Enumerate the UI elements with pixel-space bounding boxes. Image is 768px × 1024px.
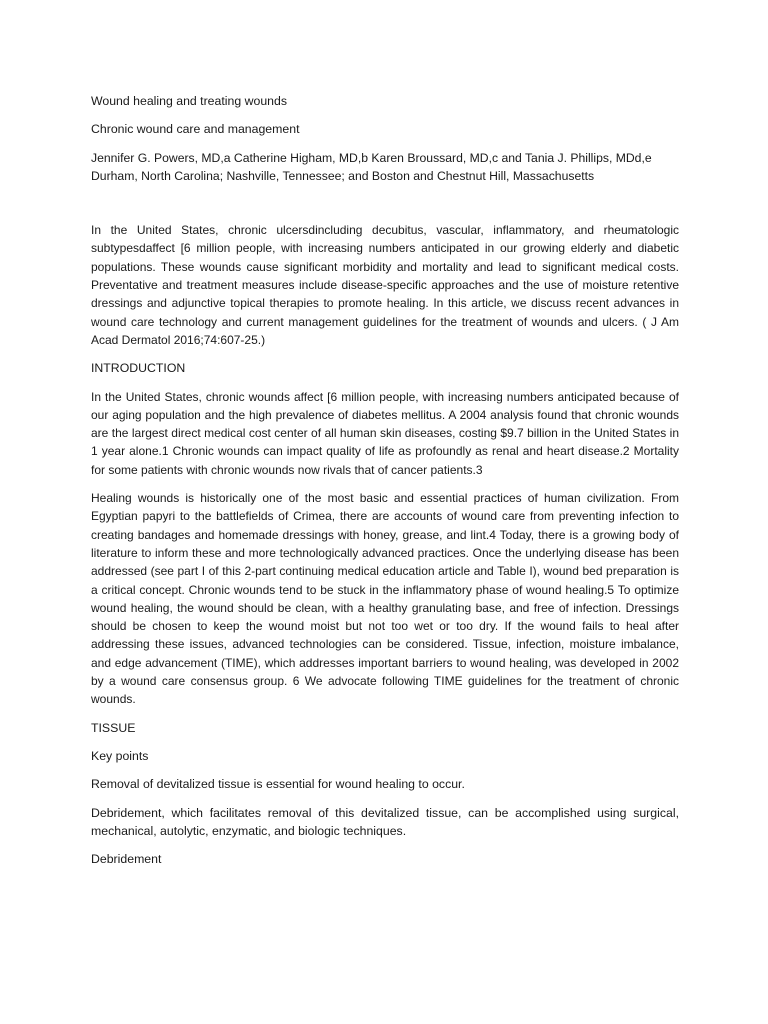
tissue-heading: TISSUE — [91, 720, 136, 735]
abstract-paragraph: In the United States, chronic ulcersdincluding decubitus, vascular, inflammatory, and rheumatologic subtypesdaffect [6 million people, with increasing numbers anticipated in our growing elderly and diabetic populations. These wounds cause significant morbidity and mortality and lead to significant medical costs. Preventative and treatment measures include disease-specific approaches and the use of moisture retentive dressings and adjunctive topical therapies to promote healing. In this article, we discuss recent advances in wound care technology and current management guidelines for the treatment of wounds and ulcers. ( J Am Acad Dermatol 2016;74:607-25.) — [91, 223, 679, 347]
key-points-heading: Key points — [91, 748, 149, 763]
authors-line: Jennifer G. Powers, MD,a Catherine Higham, MD,b Karen Broussard, MD,c and Tania J. Phillips, MDd,e — [91, 150, 652, 165]
affiliations-line: Durham, North Carolina; Nashville, Tennessee; and Boston and Chestnut Hill, Massachusetts — [91, 168, 595, 183]
document-page — [91, 92, 679, 868]
document-subtitle: Chronic wound care and management — [91, 122, 300, 137]
introduction-heading: INTRODUCTION — [91, 361, 186, 376]
debridement-heading: Debridement — [91, 852, 162, 867]
document-title: Wound healing and treating wounds — [91, 94, 287, 108]
introduction-paragraph-1: In the United States, chronic wounds affect [6 million people, with increasing numbers anticipated because of our aging population and the high prevalence of diabetes mellitus. A 2004 analysis found that chronic wounds are the largest direct medical cost center of all human skin diseases, costing $9.7 billion in the United States in 1 year alone.1 Chronic wounds can impact quality of life as profoundly as renal and heart disease.2 Mortality for some patients with chronic wounds now rivals that of cancer patients.3 — [91, 389, 679, 477]
key-point-1: Removal of devitalized tissue is essential for wound healing to occur. — [91, 777, 465, 792]
introduction-paragraph-2: Healing wounds is historically one of the most basic and essential practices of human civilization. From Egyptian papyri to the battlefields of Crimea, there are accounts of wound care from preventing infection to creating bandages and homemade dressings with honey, grease, and lint.4 Today, there is a growing body of literature to inform these and more technologically advanced practices. Once the underlying disease has been addressed (see part I of this 2-part continuing medical education article and Table I), wound bed preparation is a critical concept. Chronic wounds tend to be stuck in the inflammatory phase of wound healing.5 To optimize wound healing, the wound should be clean, with a healthy granulating base, and free of infection. Dressings should be chosen to keep the wound moist but not too wet or too dry. If the wound fails to heal after addressing these issues, advanced technologies can be considered. Tissue, infection, moisture imbalance, and edge advancement (TIME), which addresses important barriers to wound healing, was developed in 2002 by a wound care consensus group. 6 We advocate following TIME guidelines for the treatment of chronic wounds. — [91, 491, 679, 707]
key-point-2: Debridement, which facilitates removal of this devitalized tissue, can be accomplished using surgical, mechanical, autolytic, enzymatic, and biologic techniques. — [91, 805, 679, 838]
